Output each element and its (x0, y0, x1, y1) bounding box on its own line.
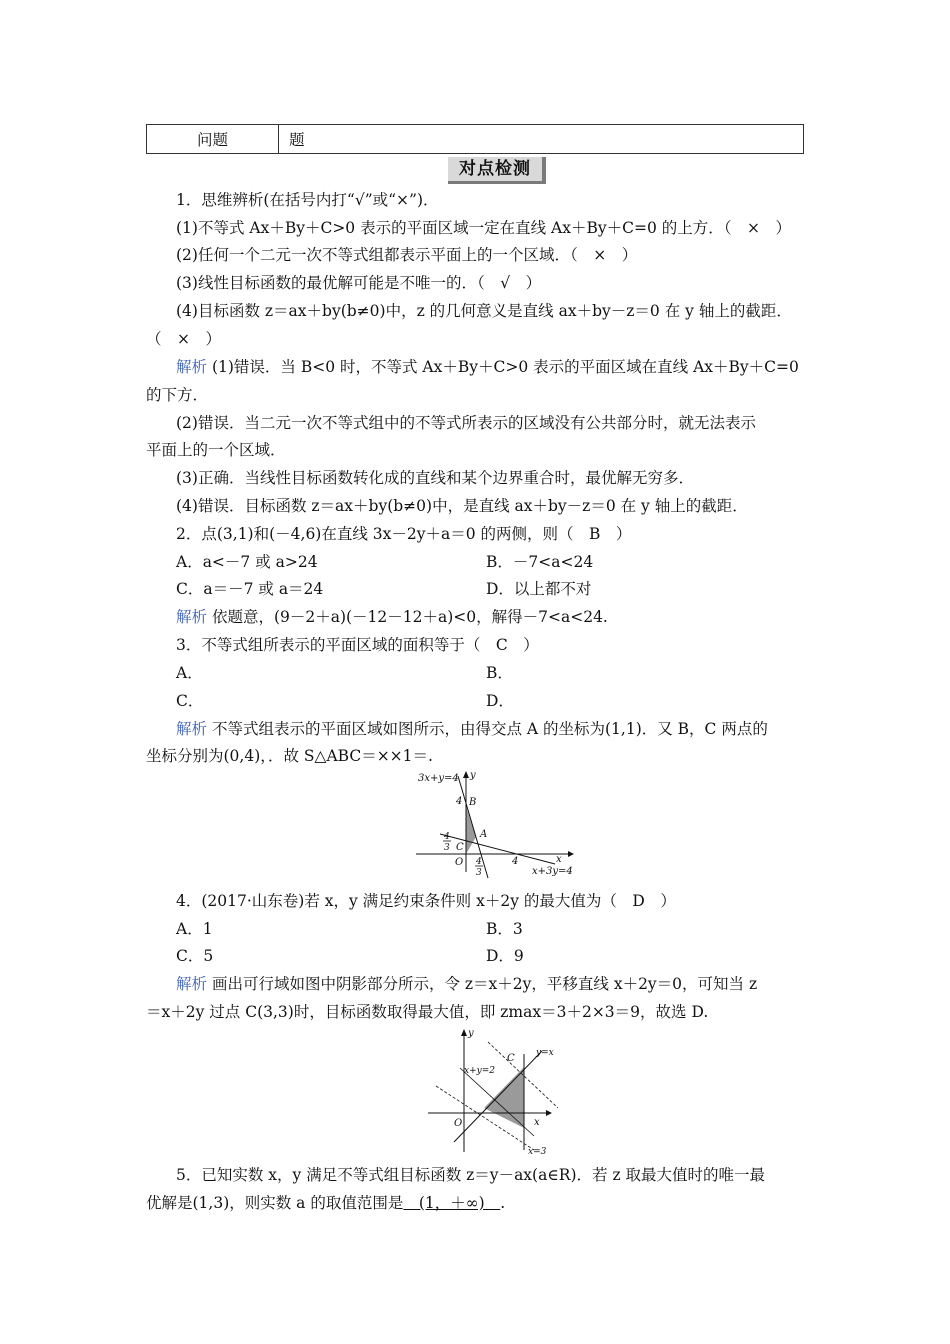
q1-analysis-1-text: (1)错误．当 B<0 时，不等式 Ax＋By＋C>0 表示的平面区域在直线 Ax＋By＋C=0 (207, 358, 799, 376)
q2-analysis (176, 605, 608, 627)
q1-statement-1: (1)不等式 Ax＋By＋C>0 表示的平面区域一定在直线 Ax＋By＋C=0 的上方．（ × ） (176, 219, 791, 237)
q2-analysis-text: 依题意，(9－2＋a)(－12－12＋a)<0，解得－7<a<24. (207, 608, 608, 626)
analysis-label: 解析 (176, 358, 208, 376)
q4-option-b: B．3 (486, 920, 523, 938)
q5-answer-blank: (1，＋∞) (403, 1194, 501, 1212)
frac-y-num: 4 (444, 832, 450, 842)
q4-stem: 4．(2017·山东卷)若 x，y 满足约束条件则 x＋2y 的最大值为（ D ） (176, 892, 676, 910)
analysis-label: 解析 (176, 720, 208, 738)
analysis-label: 解析 (176, 975, 208, 993)
q4-analysis (176, 972, 757, 994)
label-y-eq-x: y=x (536, 1048, 554, 1058)
q1-statement-4: (4)目标函数 z＝ax＋by(b≠0)中，z 的几何意义是直线 ax＋by－z＝0 在 y 轴上的截距． (176, 302, 792, 320)
q3-analysis-cont: 坐标分别为(0,4)，．故 S△ABC＝××1＝. (146, 747, 433, 765)
shaded-region (466, 806, 476, 854)
q5-line-2-text: 优解是(1,3)，则实数 a 的取值范围是 (146, 1194, 404, 1212)
q2-stem: 2．点(3,1)和(－4,6)在直线 3x－2y＋a＝0 的两侧，则（ B ） (176, 525, 632, 543)
label-C: C (507, 1053, 515, 1064)
frac-x-num: 4 (476, 857, 482, 867)
label-x-eq-3: x=3 (528, 1147, 547, 1156)
y-axis-arrow (463, 771, 469, 778)
table-cell-value: 题 (289, 131, 305, 149)
q3-analysis-text: 不等式组表示的平面区域如图所示，由得交点 A 的坐标为(1,1)．又 B，C 两点的 (207, 720, 768, 738)
label-O: O (455, 857, 464, 868)
q1-analysis-3: (3)正确．当线性目标函数转化成的直线和某个边界重合时，最优解无穷多． (176, 469, 694, 487)
label-O: O (454, 1118, 463, 1129)
line-y-eq-x (454, 1051, 542, 1142)
q3-analysis (176, 717, 768, 739)
q2-option-a: A．a<－7 或 a>24 (176, 553, 318, 571)
label-A: A (480, 829, 488, 840)
q4-option-c: C．5 (176, 947, 214, 965)
label-line2: x+3y=4 (532, 866, 573, 877)
q4-analysis-cont: ＝x＋2y 过点 C(3,3)时，目标函数取得最大值，即 zmax＝3＋2×3＝9，故选 D. (146, 1003, 709, 1021)
q5-line-2 (146, 1191, 505, 1213)
label-four-x: 4 (512, 856, 519, 867)
q2-option-d: D．以上都不对 (486, 580, 592, 598)
q1-analysis-4: (4)错误．目标函数 z＝ax＋by(b≠0)中，是直线 ax＋by－z＝0 在 y 轴上的截距． (176, 497, 748, 515)
label-B: B (469, 797, 477, 808)
label-four-y: 4 (456, 796, 463, 807)
q4-option-d: D．9 (486, 947, 524, 965)
q4-region-figure (424, 1024, 564, 1156)
label-y: y (468, 1028, 474, 1039)
header-table (146, 124, 804, 154)
label-x: x (556, 854, 562, 865)
q1-analysis-1 (176, 355, 799, 377)
x-axis-arrow (568, 851, 574, 857)
q3-option-a: A． (176, 664, 203, 682)
q3-option-d: D． (486, 692, 514, 710)
x-axis-arrow (546, 1110, 552, 1116)
label-line1: 3x+y=4 (418, 773, 459, 784)
q3-option-b: B． (486, 664, 513, 682)
q1-analysis-2-cont: 平面上的一个区域． (146, 441, 286, 459)
q5-line-1: 5．已知实数 x，y 满足不等式组目标函数 z＝y－ax(a∈R)．若 z 取最大值时的唯一最 (176, 1166, 766, 1184)
q1-statement-2: (2)任何一个二元一次不等式组都表示平面上的一个区域．（ × ） (176, 246, 638, 264)
q3-option-c: C． (176, 692, 204, 710)
q1-statement-4-answer: （ × ） (146, 330, 221, 348)
label-x-plus-y: x+y=2 (464, 1066, 495, 1076)
q2-option-b: B．－7<a<24 (486, 553, 594, 571)
frac-x-den: 3 (476, 868, 482, 878)
q5-line-2-end: . (500, 1194, 506, 1212)
q1-analysis-2: (2)错误．当二元一次不等式组中的不等式所表示的区域没有公共部分时，就无法表示 (176, 414, 756, 432)
q1-stem: 1．思维辨析(在括号内打“√”或“×”)． (176, 191, 439, 209)
label-y: y (470, 770, 476, 781)
section-banner: 对点检测 (448, 157, 546, 184)
q2-option-c: C．a＝－7 或 a＝24 (176, 580, 324, 598)
q3-stem: 3．不等式组所表示的平面区域的面积等于（ C ） (176, 636, 539, 654)
q4-option-a: A．1 (176, 920, 213, 938)
label-x: x (534, 1117, 540, 1128)
table-cell-label: 问题 (197, 131, 229, 149)
q4-analysis-text: 画出可行域如图中阴影部分所示，令 z＝x＋2y，平移直线 x＋2y＝0，可知当 z (207, 975, 758, 993)
label-C: C (456, 842, 464, 853)
q3-region-figure (410, 768, 580, 880)
frac-y-den: 3 (444, 843, 450, 853)
q1-statement-3: (3)线性目标函数的最优解可能是不唯一的．（ √ ） (176, 274, 542, 292)
y-axis-arrow (461, 1029, 467, 1036)
q1-analysis-1-cont: 的下方． (146, 386, 209, 404)
analysis-label: 解析 (176, 608, 208, 626)
